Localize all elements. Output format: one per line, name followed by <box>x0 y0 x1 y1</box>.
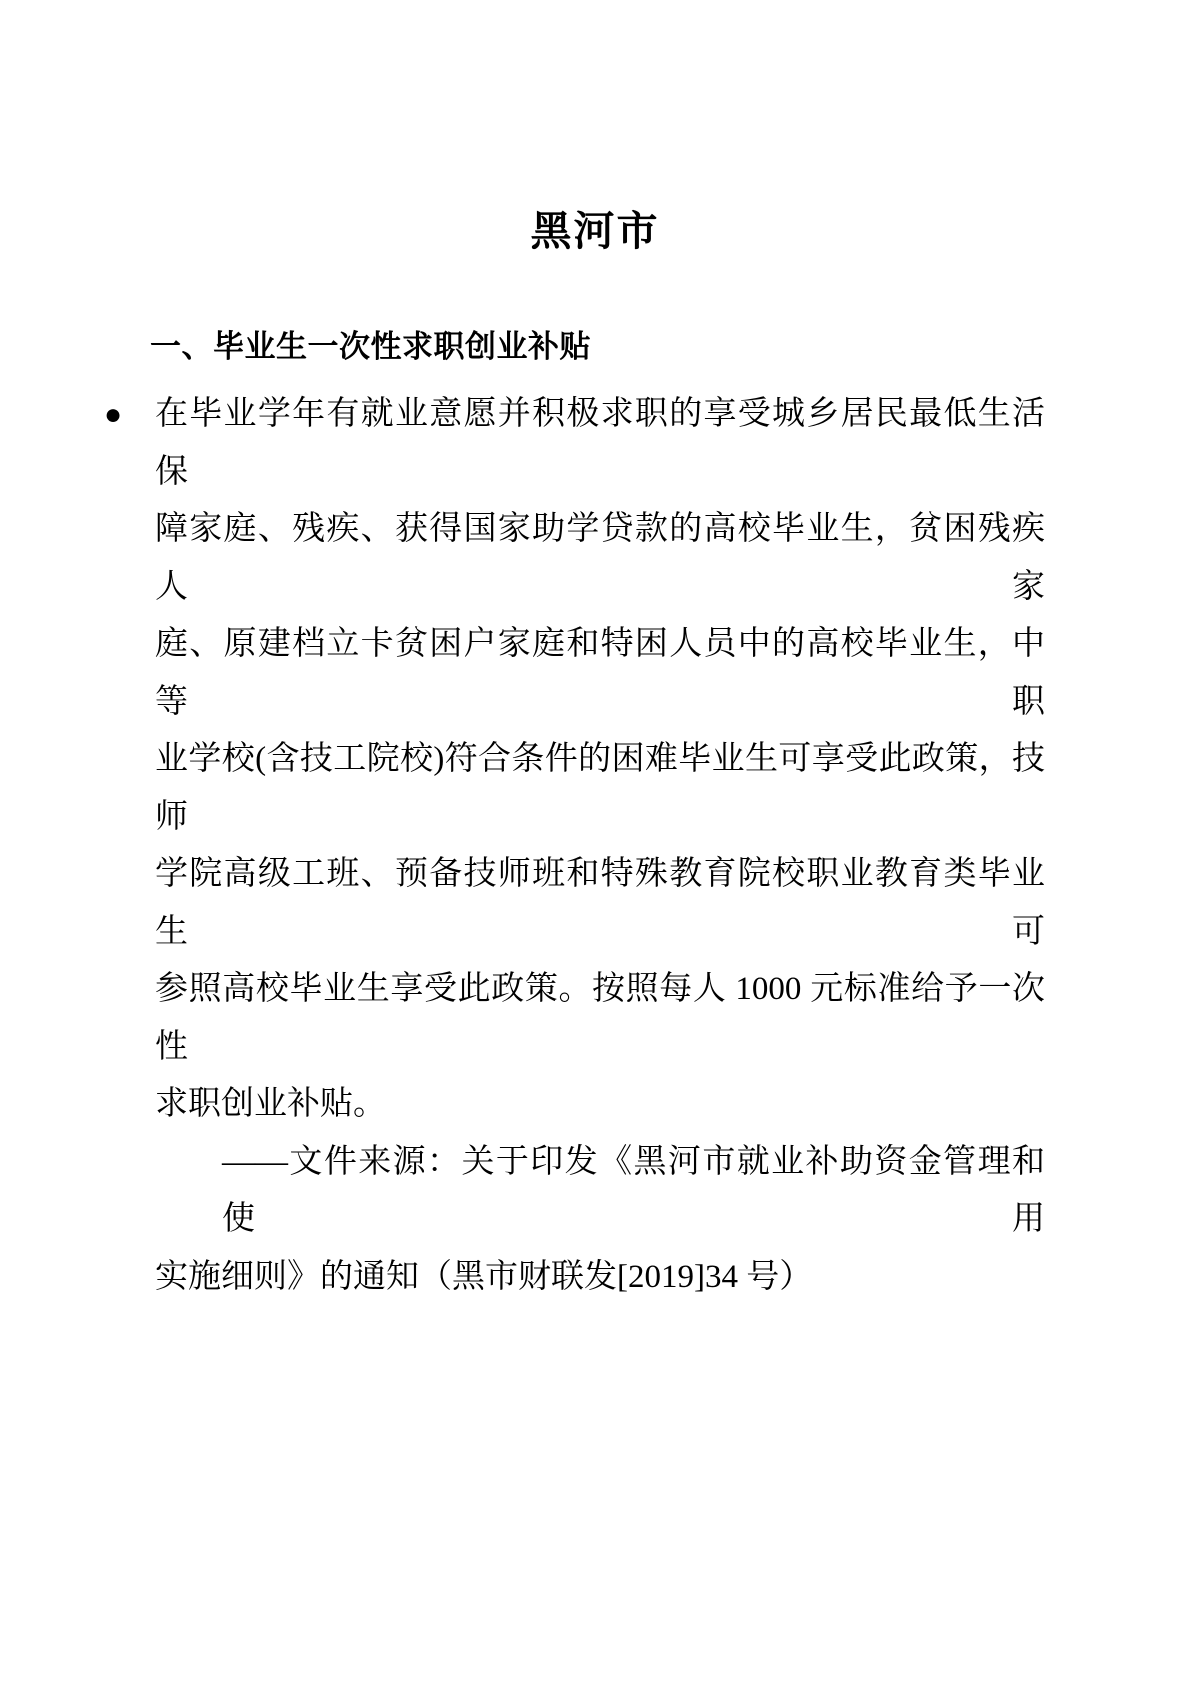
page-title: 黑河市 <box>530 208 660 254</box>
bullet-paragraph <box>155 386 1045 1306</box>
paragraph-line: 学院高级工班、预备技师班和特殊教育院校职业教育类毕业生可 <box>155 856 1045 950</box>
section-heading: 一、毕业生一次性求职创业补贴 <box>150 329 591 364</box>
paragraph-line: 庭、原建档立卡贫困户家庭和特困人员中的高校毕业生，中等职 <box>155 626 1045 720</box>
bullet-icon: ● <box>104 398 123 431</box>
paragraph-line: 参照高校毕业生享受此政策。按照每人 1000 元标准给予一次性 <box>155 971 1045 1065</box>
paragraph-line: 在毕业学年有就业意愿并积极求职的享受城乡居民最低生活保 <box>155 396 1045 490</box>
paragraph-line: 求职创业补贴。 <box>155 1086 386 1122</box>
source-line: ——文件来源：关于印发《黑河市就业补助资金管理和使用 <box>222 1143 1045 1237</box>
paragraph-line: 障家庭、残疾、获得国家助学贷款的高校毕业生，贫困残疾人家 <box>155 511 1045 605</box>
paragraph-line: 业学校(含技工院校)符合条件的困难毕业生可享受此政策，技师 <box>155 741 1045 835</box>
source-line: 实施细则》的通知（黑市财联发[2019]34 号） <box>155 1258 813 1295</box>
